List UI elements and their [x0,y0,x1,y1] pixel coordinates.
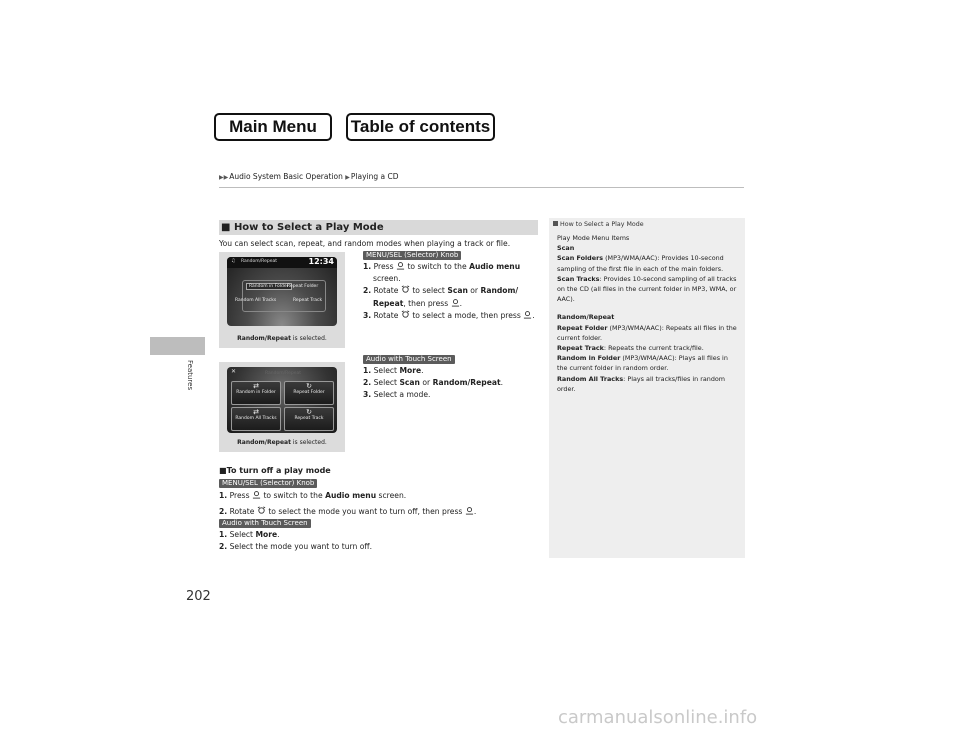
knob-label-badge: MENU/SEL (Selector) Knob [363,251,461,260]
screen-title: Random/Repeat [241,259,277,264]
press-knob-icon [396,261,405,270]
touch-steps: 1. Select More. 2. Select Scan or Random/Repeat. 3. Select a mode. [363,366,504,400]
off-touch-steps: 1. Select More. 2. Select the mode you want to turn off. [219,530,373,552]
screen-title: Random/Repeat [265,371,301,376]
square-bullet-icon: ■ [219,466,227,475]
page-number: 202 [186,589,211,604]
screen-clock: 12:34 [308,257,334,266]
press-knob-icon [465,506,474,515]
knob-label-badge: MENU/SEL (Selector) Knob [219,479,317,488]
repeat-track-button[interactable]: ↻ Repeat Track [284,407,334,431]
watermark: carmanualsonline.info [558,707,758,728]
sidebar-note [549,218,745,558]
random-all-tracks-button[interactable]: ⇄ Random All Tracks [231,407,281,431]
screen-image-knob [219,252,345,348]
screen-option: Random in Folder [246,283,292,290]
repeat-folder-button[interactable]: ↻ Repeat Folder [284,381,334,405]
section-heading: ■ How to Select a Play Mode [219,220,538,235]
intro-text: You can select scan, repeat, and random modes when playing a track or file. [219,239,511,248]
note-marker-icon [553,221,558,226]
sidebar-body: Play Mode Menu Items Scan Scan Folders (MP3/WMA/AAC): Provides 10-second sampling of the first file in each of the main folders. Scan Tracks: Provides 10-second sampling of all tracks on the CD (all files in the current folder in MP3, WMA, or AAC). Random/Repeat Repeat Folder (MP3/WMA/AAC): Repeats all files in the current folder. Repeat Track: Repeats the current track/file. Random in Folder (MP3/WMA/AAC): Plays all files in the current folder in random order. Random All Tracks: Plays all tracks/files in random order. [557,234,737,393]
music-note-icon: ♫ [231,258,236,264]
screen-caption: Random/Repeat is selected. [237,439,327,446]
subsection-heading: ■To turn off a play mode [219,466,331,475]
header-rule [219,187,744,188]
breadcrumb-current: Playing a CD [350,172,399,181]
press-knob-icon [523,310,532,319]
rotate-knob-icon [401,310,410,319]
breadcrumb-link-audio[interactable]: Audio System Basic Operation [229,172,343,181]
press-knob-icon [252,490,261,499]
knob-steps: 1. Press to switch to the Audio menu screen. 2. Rotate to select Scan or Random/ Repeat, then press . 3. Rotate to select a mode, then press . [363,262,535,320]
square-bullet-icon: ■ [221,222,231,233]
screen-option: Repeat Track [293,298,323,303]
touch-label-badge: Audio with Touch Screen [219,519,311,528]
screen-image-touch [219,362,345,452]
chapter-label: Features [186,360,194,391]
off-knob-steps: 1. Press to switch to the Audio menu screen. 2. Rotate to select the mode you want to turn off, then press . [219,491,477,516]
close-icon: ✕ [231,368,237,375]
table-of-contents-button[interactable]: Table of contents [346,113,495,141]
screen-option: Repeat Folder [287,284,319,289]
breadcrumb-arrow-icon: ▶ [345,174,350,181]
breadcrumb-arrow-icon: ▶▶ [219,174,229,181]
main-menu-button[interactable]: Main Menu [214,113,332,141]
sidebar-title: How to Select a Play Mode [553,221,644,228]
rotate-knob-icon [257,506,266,515]
chapter-tab [150,337,205,355]
touch-label-badge: Audio with Touch Screen [363,355,455,364]
screen-caption: Random/Repeat is selected. [237,335,327,342]
screen-option: Random All Tracks [235,298,277,303]
breadcrumb [219,172,399,181]
random-in-folder-button[interactable]: ⇄ Random in Folder [231,381,281,405]
rotate-knob-icon [401,285,410,294]
press-knob-icon [451,298,460,307]
